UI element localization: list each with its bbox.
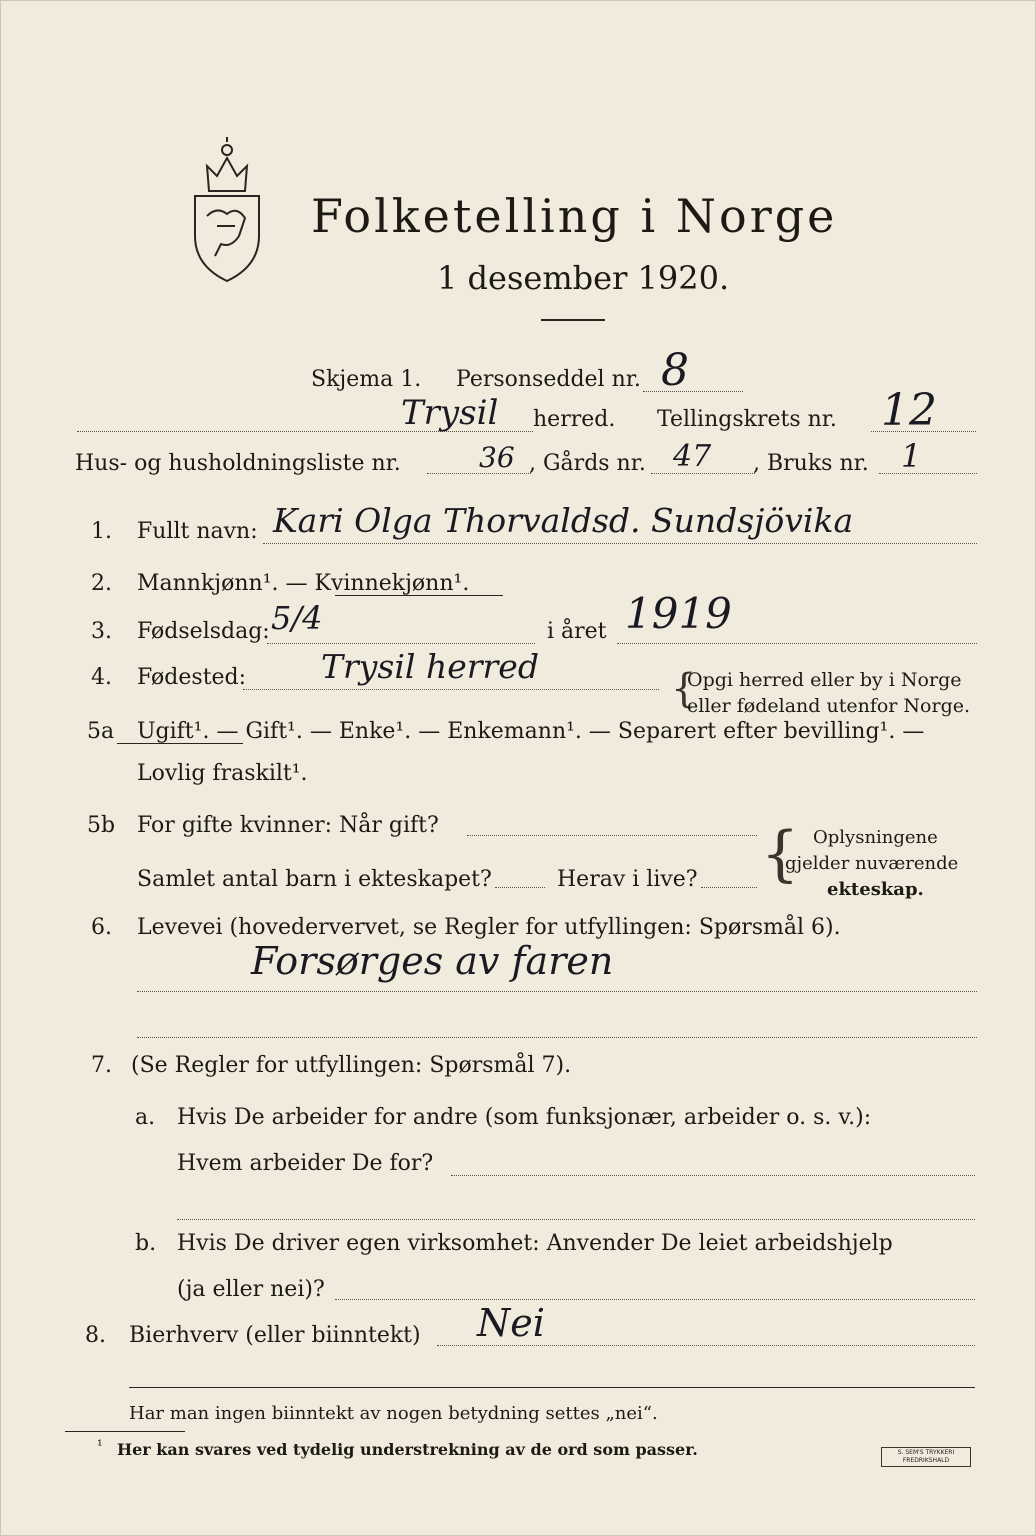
q7-number: 7.: [91, 1053, 112, 1078]
gards-value: 47: [673, 439, 712, 474]
footnote-mark: ¹: [97, 1438, 103, 1454]
q1-full-name-value: Kari Olga Thorvaldsd. Sundsjövika: [273, 501, 854, 540]
bruks-value: 1: [901, 437, 922, 475]
q1-field-line: [263, 543, 977, 544]
q6-occupation-value: Forsørges av faren: [251, 939, 614, 983]
tellingskrets-value: 12: [881, 385, 937, 436]
norway-coat-of-arms-icon: [187, 136, 267, 286]
q5b-married-when-field-line: [467, 835, 757, 836]
q4-field-line: [243, 689, 659, 690]
q5b-note-line3: ekteskap.: [827, 879, 924, 900]
tellingskrets-label: Tellingskrets nr.: [657, 407, 837, 432]
bruks-label: , Bruks nr.: [753, 451, 869, 476]
q6-label: Levevei (hovedervervet, se Regler for utfyllingen: Spørsmål 6).: [137, 915, 841, 940]
q2-kvinnekjonn-underline: [335, 595, 503, 596]
printer-stamp: [881, 1447, 971, 1467]
q5b-brace: {: [761, 819, 800, 889]
q7b-label-line1: Hvis De driver egen virksomhet: Anvender De leiet arbeidshjelp: [177, 1231, 893, 1256]
q1-label: Fullt navn:: [137, 519, 258, 544]
q4-label: Fødested:: [137, 665, 247, 690]
skjema-label: Skjema 1.: [311, 367, 422, 392]
q7a-field-line-1: [451, 1175, 975, 1176]
q4-brace: {: [671, 666, 697, 712]
q4-note-line2: eller fødeland utenfor Norge.: [687, 695, 971, 717]
q8-side-income-value: Nei: [477, 1301, 545, 1345]
q4-number: 4.: [91, 665, 112, 690]
q3-birthday-value: 5/4: [271, 599, 323, 637]
q7a-label-line2: Hvem arbeider De for?: [177, 1151, 434, 1176]
q6-number: 6.: [91, 915, 112, 940]
q5b-note-line1: Oplysningene: [813, 827, 938, 848]
q4-note-line1: Opgi herred eller by i Norge: [687, 669, 962, 691]
q7-label: (Se Regler for utfyllingen: Spørsmål 7).: [131, 1053, 572, 1078]
q7a-field-line-2: [177, 1219, 975, 1220]
footnote-text: Her kan svares ved tydelig understrekning av de ord som passer.: [117, 1440, 698, 1459]
personseddel-label: Personseddel nr.: [456, 367, 641, 392]
q4-birthplace-value: Trysil herred: [321, 647, 539, 686]
q8-number: 8.: [85, 1323, 106, 1348]
title-divider: [541, 319, 605, 321]
printer-stamp-text: S. SEM'S TRYKKERI FREDRIKSHALD: [897, 1449, 955, 1464]
husliste-label: Hus- og husholdningsliste nr.: [75, 451, 401, 476]
q3-field-line: [267, 643, 535, 644]
q7b-field-line: [335, 1299, 975, 1300]
q5a-label: Ugift¹. — Gift¹. — Enke¹. — Enkemann¹. — Separert efter bevilling¹. —: [137, 719, 925, 744]
q5b-number: 5b: [87, 813, 116, 838]
q2-number: 2.: [91, 571, 112, 596]
gards-label: , Gårds nr.: [529, 451, 646, 476]
bruks-field-line: [879, 473, 977, 474]
q5b-alive-field-line: [701, 887, 757, 888]
q3-label: Fødselsdag:: [137, 619, 270, 644]
q3-year-field-line: [617, 643, 977, 644]
q5b-children-field-line: [495, 887, 545, 888]
q3-number: 3.: [91, 619, 112, 644]
personseddel-field-line: [643, 391, 743, 392]
q5b-note-line2: gjelder nuværende: [785, 853, 959, 874]
footer-note: Har man ingen biinntekt av nogen betydning settes „nei“.: [129, 1403, 658, 1424]
q8-label: Bierhverv (eller biinntekt): [129, 1323, 421, 1348]
q8-field-line: [437, 1345, 975, 1346]
q5a-number: 5a: [87, 719, 115, 744]
q5b-label-children: Samlet antal barn i ekteskapet?: [137, 867, 492, 892]
q6-field-line-1: [137, 991, 977, 992]
personseddel-value: 8: [661, 345, 689, 396]
q6-field-line-2: [137, 1037, 977, 1038]
herred-value: Trysil: [401, 393, 499, 433]
q3-year-label: i året: [547, 619, 607, 644]
footer-divider: [129, 1387, 975, 1388]
q5a-ugift-underline: [117, 743, 243, 744]
q1-number: 1.: [91, 519, 112, 544]
herred-label: herred.: [533, 407, 616, 432]
q7a-number: a.: [135, 1105, 156, 1130]
q2-label: Mannkjønn¹. — Kvinnekjønn¹.: [137, 571, 470, 596]
q7a-label-line1: Hvis De arbeider for andre (som funksjonær, arbeider o. s. v.):: [177, 1105, 872, 1130]
form-date: 1 desember 1920.: [437, 259, 730, 297]
husliste-value: 36: [479, 441, 515, 474]
footnote-divider: [65, 1431, 185, 1432]
q3-year-value: 1919: [625, 589, 732, 638]
q7b-number: b.: [135, 1231, 157, 1256]
q7b-label-line2: (ja eller nei)?: [177, 1277, 325, 1302]
q5a-label-line2: Lovlig fraskilt¹.: [137, 761, 308, 786]
q5b-label-married-when: For gifte kvinner: Når gift?: [137, 813, 439, 838]
q5b-label-alive: Herav i live?: [557, 867, 698, 892]
form-title: Folketelling i Norge: [311, 189, 838, 243]
